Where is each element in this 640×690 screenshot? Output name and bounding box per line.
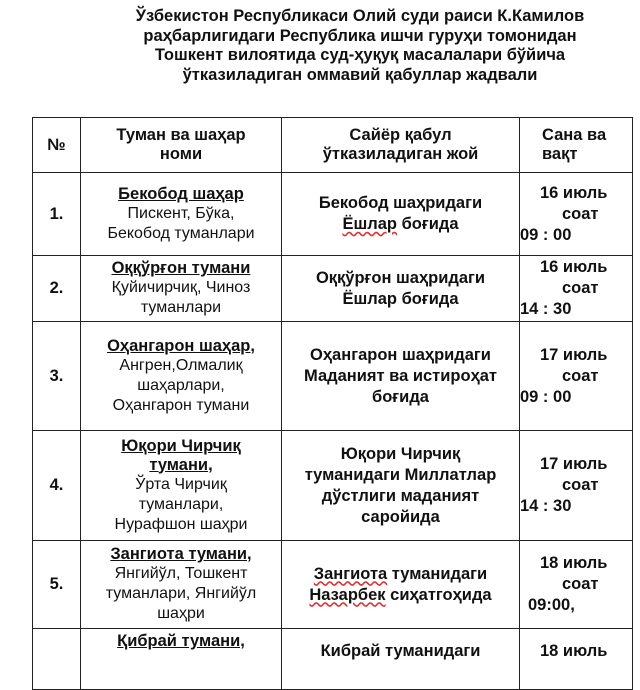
place-text: Зангиота xyxy=(313,564,388,583)
district-extra: Ангрен,Олмалиқ шаҳарлари, Оҳангарон тумани xyxy=(112,356,250,414)
table-row xyxy=(33,322,633,431)
header-district: Туман ва шаҳар номи xyxy=(81,118,282,173)
title-line: раҳбарлигидаги Республика ишчи гуруҳи томонидан xyxy=(143,26,577,45)
header-place: Сайёр қабул ўтказиладиган жой xyxy=(282,118,520,173)
date-text: 16 июль xyxy=(540,258,608,276)
place-line: Маданият ва истироҳат xyxy=(304,366,497,385)
header-num: № xyxy=(33,118,81,173)
table-row xyxy=(33,173,633,256)
place-cell xyxy=(282,431,520,541)
district-cell xyxy=(81,173,282,256)
row-number xyxy=(33,629,81,690)
time-label: соат xyxy=(562,575,599,593)
row-number: 3. xyxy=(33,322,81,431)
time-label: соат xyxy=(562,476,599,494)
table-row xyxy=(33,629,633,690)
district-name: Оҳангарон шаҳар, xyxy=(107,336,255,355)
row-number: 2. xyxy=(33,256,81,322)
page-title xyxy=(80,7,640,85)
district-extra: Пискент, Бўка, Бекобод туманлари xyxy=(107,204,255,242)
place-line xyxy=(282,564,519,585)
date-text: 18 июль xyxy=(540,554,608,572)
district-extra: Ўрта Чирчиқ туманлари, Нурафшон шаҳри xyxy=(114,475,248,533)
time-text: 14 : 30 xyxy=(520,497,572,515)
place-cell xyxy=(282,256,520,322)
date-text: 18 июль xyxy=(540,642,608,660)
place-line: боғида xyxy=(372,387,429,406)
date-text: 16 июль xyxy=(540,183,608,202)
place-text: Назарбек xyxy=(309,585,386,604)
district-cell xyxy=(81,431,282,541)
place-line: Оҳангарон шаҳридаги xyxy=(310,345,491,364)
district-cell xyxy=(81,256,282,322)
place-text: Ёшлар xyxy=(342,215,397,233)
time-text: 14 : 30 xyxy=(520,300,572,318)
district-name: Оққўрғон тумани xyxy=(111,259,251,277)
row-number: 4. xyxy=(33,431,81,541)
time-text: 09 : 00 xyxy=(520,225,572,244)
district-cell xyxy=(81,322,282,431)
title-line: Ўзбекистон Республикаси Олий суди раиси К.Камилов xyxy=(135,7,585,25)
place-line: Бекобод шаҳридаги xyxy=(318,194,483,212)
table-row xyxy=(33,431,633,541)
time-text: 09:00, xyxy=(528,596,575,614)
place-line: Ёшлар боғида xyxy=(342,289,459,308)
date-cell xyxy=(520,173,633,256)
place-cell xyxy=(282,541,520,629)
place-line: дўстлиги маданият xyxy=(321,486,480,505)
row-number: 5. xyxy=(33,541,81,629)
district-name: Қибрай тумани, xyxy=(117,632,245,650)
place-line: Кибрай туманидаги xyxy=(320,642,481,660)
place-text: боғида xyxy=(397,215,459,233)
table-row xyxy=(33,541,633,629)
date-cell xyxy=(520,431,633,541)
district-cell xyxy=(81,629,282,690)
header-date: Сана ва вақт xyxy=(520,118,633,173)
district-name: Юқори Чирчиқ тумани, xyxy=(121,436,241,474)
date-cell xyxy=(520,322,633,431)
place-line: саройида xyxy=(361,507,440,526)
place-cell xyxy=(282,173,520,256)
place-line: Юқори Чирчиқ туманидаги Миллатлар xyxy=(304,444,497,484)
table-row xyxy=(33,256,633,322)
district-extra: Янгийўл, Тошкент туманлари, Янгийўл шаҳри xyxy=(105,565,257,622)
time-text: 09 : 00 xyxy=(520,387,572,406)
place-line xyxy=(282,214,519,235)
title-line: ўтказиладиган оммавий қабуллар жадвали xyxy=(182,65,538,84)
schedule-table xyxy=(32,117,632,690)
date-cell xyxy=(520,256,633,322)
place-text: сиҳатгоҳида xyxy=(385,585,492,604)
district-extra: Қуйичирчиқ, Чиноз туманлари xyxy=(111,279,251,316)
title-line: Тошкент вилоятида суд-ҳуқуқ масалалари бўйича xyxy=(154,46,566,64)
date-text: 17 июль xyxy=(540,345,608,364)
date-cell xyxy=(520,541,633,629)
place-text: туманидаги xyxy=(387,564,488,583)
district-name: Зангиота тумани, xyxy=(110,545,252,563)
place-line: Оққўрғон шаҳридаги xyxy=(315,268,486,287)
time-label: соат xyxy=(562,279,599,297)
place-line xyxy=(282,585,519,606)
row-number: 1. xyxy=(33,173,81,256)
date-text: 17 июль xyxy=(540,455,608,473)
place-cell xyxy=(282,629,520,690)
district-name: Бекобод шаҳар xyxy=(118,184,244,203)
place-cell xyxy=(282,322,520,431)
table-header-row xyxy=(33,118,633,173)
time-label: соат xyxy=(562,366,599,385)
district-cell xyxy=(81,541,282,629)
date-cell xyxy=(520,629,633,690)
time-label: соат xyxy=(562,204,599,223)
